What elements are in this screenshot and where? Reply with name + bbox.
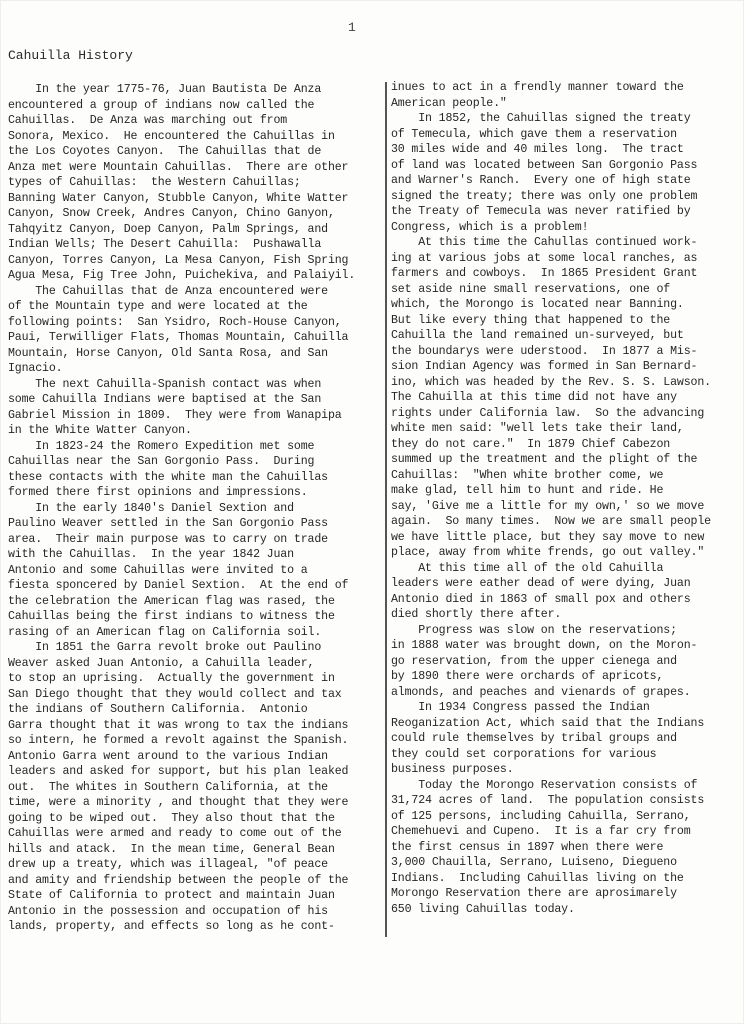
- text-line: with the Cahuillas. In the year 1842 Juan: [8, 548, 294, 561]
- text-line: farmers and cowboys. In 1865 President Grant: [391, 267, 698, 280]
- text-line: and Warner's Ranch. Every one of high state: [391, 174, 691, 187]
- text-line: go reservation, from the upper cienega and: [391, 654, 677, 668]
- text-line: and amity and friendship between the people of the: [8, 873, 349, 887]
- text-line: Chemehuevi and Cupeno. It is a far cry from: [391, 825, 691, 838]
- text-line: make glad, tell him to hunt and ride. He: [391, 484, 664, 497]
- text-line: area. Their main purpose was to carry on trade: [8, 532, 328, 546]
- text-line: going to be wiped out. They also thout that the: [8, 811, 335, 825]
- text-line: of land was located between San Gorgonio Pass: [391, 158, 698, 172]
- text-line: Ignacio.: [8, 362, 63, 375]
- text-line: In the year 1775-76, Juan Bautista De Anza: [8, 83, 322, 96]
- text-line: inues to act in a frendly manner toward the: [391, 81, 684, 94]
- text-line: In 1823-24 the Romero Expedition met some: [8, 439, 315, 453]
- text-line: State of California to protect and maintain Juan: [8, 889, 335, 902]
- text-line: white men said: "well lets take their land,: [391, 422, 684, 435]
- text-line: time, were a minority , and thought that they were: [8, 796, 349, 809]
- text-line: In 1934 Congress passed the Indian: [391, 701, 650, 714]
- text-line: the indians of Southern California. Antonio: [8, 703, 308, 716]
- text-line: Indian Wells; The Desert Cahuilla: Pushawalla: [8, 238, 322, 251]
- text-line: died shortly there after.: [391, 608, 562, 621]
- text-line: Weaver asked Juan Antonio, a Cahuilla leader,: [8, 656, 315, 670]
- text-line: of Temecula, which gave them a reservation: [391, 127, 677, 141]
- text-line: Sonora, Mexico. He encountered the Cahuillas in: [8, 129, 335, 143]
- text-line: types of Cahuillas: the Western Cahuillas;: [8, 176, 301, 189]
- text-line: The Cahuilla at this time did not have any: [391, 391, 677, 404]
- text-line: Garra thought that it was wrong to tax the indians: [8, 718, 349, 732]
- text-line: in 1888 water was brought down, on the Moron-: [391, 639, 698, 652]
- text-line: Congress, which is a problem!: [391, 220, 589, 234]
- text-line: At this time the Cahullas continued work-: [391, 236, 698, 249]
- text-line: Antonio in the possession and occupation of his: [8, 904, 328, 918]
- text-line: the celebration the American flag was rased, the: [8, 594, 335, 608]
- text-line: rights under California law. So the advancing: [391, 406, 705, 420]
- text-line: in the White Watter Canyon.: [8, 424, 192, 437]
- text-line: of the Mountain type and were located at the: [8, 300, 308, 313]
- text-line: signed the treaty; there was only one problem: [391, 189, 698, 203]
- text-line: Antonio and some Cahuillas were invited to a: [8, 563, 308, 577]
- text-line: Mountain, Horse Canyon, Old Santa Rosa, and San: [8, 346, 328, 360]
- text-line: 3,000 Chauilla, Serrano, Luiseno, Diegueno: [391, 856, 677, 869]
- text-line: ing at various jobs at some local ranches, as: [391, 251, 698, 265]
- text-line: encountered a group of indians now called the: [8, 98, 315, 112]
- text-line: Paui, Terwilliger Flats, Thomas Mountain, Cahuilla: [8, 331, 349, 344]
- text-line: Cahuillas. De Anza was marching out from: [8, 114, 288, 127]
- text-line: the boundarys were uderstood. In 1877 a Mis-: [391, 344, 698, 358]
- text-line: they do not care." In 1879 Chief Cabezon: [391, 437, 671, 451]
- text-line: In 1851 the Garra revolt broke out Paulino: [8, 641, 322, 654]
- text-line: Antonio Garra went around to the various Indian: [8, 749, 328, 763]
- text-line: the Los Coyotes Canyon. The Cahuillas that de: [8, 145, 322, 158]
- text-line: The next Cahuilla-Spanish contact was when: [8, 377, 322, 391]
- text-line: out. The whites in Southern California, at the: [8, 780, 328, 794]
- text-line: leaders and asked for support, but his plan leaked: [8, 765, 349, 778]
- text-line: some Cahuilla Indians were baptised at the San: [8, 393, 322, 406]
- text-line: say, 'Give me a little for my own,' so we move: [391, 499, 705, 513]
- text-line: summed up the treatment and the plight of the: [391, 453, 698, 466]
- text-line: Progress was slow on the reservations;: [391, 623, 677, 637]
- text-line: 30 miles wide and 40 miles long. The tract: [391, 143, 684, 156]
- text-line: Tahqyitz Canyon, Doep Canyon, Palm Springs, and: [8, 222, 328, 236]
- text-line: almonds, and peaches and vienards of grapes.: [391, 685, 691, 699]
- text-line: Cahuillas: "When white brother come, we: [391, 468, 664, 482]
- text-line: Canyon, Torres Canyon, La Mesa Canyon, Fish Spring: [8, 253, 349, 267]
- text-line: In 1852, the Cahuillas signed the treaty: [391, 112, 691, 125]
- text-line: Cahuillas near the San Gorgonio Pass. During: [8, 455, 315, 468]
- text-line: which, the Morongo is located near Banning.: [391, 298, 684, 311]
- text-line: set aside nine small reservations, one of: [391, 282, 671, 296]
- text-line: could rule themselves by tribal groups and: [391, 732, 677, 745]
- text-line: Anza met were Mountain Cahuillas. There are other: [8, 160, 349, 174]
- text-line: But like every thing that happened to the: [391, 313, 671, 327]
- text-line: Today the Morongo Reservation consists of: [391, 778, 698, 792]
- text-line: these contacts with the white man the Cahuillas: [8, 470, 328, 484]
- right-text-column: [391, 80, 736, 917]
- text-line: At this time all of the old Cahuilla: [391, 561, 664, 575]
- document-title: Cahuilla History: [8, 48, 133, 63]
- text-line: Banning Water Canyon, Stubble Canyon, White Watter: [8, 191, 349, 205]
- text-line: business purposes.: [391, 763, 514, 776]
- text-line: to stop an uprising. Actually the government in: [8, 672, 335, 685]
- text-line: Agua Mesa, Fig Tree John, Puichekiva, and Palaiyil.: [8, 269, 356, 282]
- text-line: lands, property, and effects so long as he cont-: [8, 920, 335, 933]
- text-line: the Treaty of Temecula was never ratified by: [391, 205, 691, 218]
- left-text-column: [8, 82, 380, 935]
- text-line: place, away from white frends, go out valley.": [391, 546, 705, 559]
- text-line: Gabriel Mission in 1809. They were from Wanapipa: [8, 408, 342, 422]
- text-line: drew up a treaty, which was illageal, "of peace: [8, 858, 328, 871]
- text-line: American people.": [391, 96, 507, 110]
- text-line: Antonio died in 1863 of small pox and others: [391, 592, 691, 606]
- text-line: Reoganization Act, which said that the Indians: [391, 716, 705, 730]
- text-line: of 125 persons, including Cahuilla, Serrano,: [391, 809, 691, 823]
- text-line: so intern, he formed a revolt against the Spanish.: [8, 734, 349, 747]
- text-line: Cahuillas being the first indians to witness the: [8, 610, 335, 623]
- text-line: leaders were eather dead of were dying, Juan: [391, 577, 691, 590]
- text-line: we have little place, but they say move to new: [391, 530, 705, 544]
- text-line: by 1890 there were orchards of apricots,: [391, 670, 664, 683]
- text-line: fiesta sponcered by Daniel Sextion. At the end of: [8, 579, 349, 592]
- text-line: The Cahuillas that de Anza encountered were: [8, 284, 328, 298]
- text-line: San Diego thought that they would collect and tax: [8, 687, 342, 701]
- text-line: Morongo Reservation there are aprosimarely: [391, 887, 677, 900]
- page-number: 1: [348, 20, 356, 35]
- text-line: Canyon, Snow Creek, Andres Canyon, Chino Ganyon,: [8, 207, 335, 220]
- text-line: they could set corporations for various: [391, 747, 657, 761]
- text-line: In the early 1840's Daniel Sextion and: [8, 501, 294, 515]
- column-divider: [385, 82, 387, 937]
- text-line: 650 living Cahuillas today.: [391, 902, 575, 916]
- text-line: Cahuillas were armed and ready to come out of the: [8, 827, 342, 840]
- text-line: 31,724 acres of land. The population consists: [391, 794, 705, 807]
- text-line: following points: San Ysidro, Roch-House Canyon,: [8, 315, 342, 329]
- text-line: ino, which was headed by the Rev. S. S. Lawson.: [391, 375, 711, 389]
- text-line: again. So many times. Now we are small people: [391, 515, 711, 528]
- text-line: sion Indian Agency was formed in San Bernard-: [391, 360, 698, 373]
- text-line: Paulino Weaver settled in the San Gorgonio Pass: [8, 517, 328, 530]
- text-line: formed there first opinions and impressions.: [8, 486, 308, 499]
- text-line: rasing of an American flag on California soil.: [8, 625, 322, 639]
- text-line: the first census in 1897 when there were: [391, 840, 664, 854]
- text-line: Cahuilla the land remained un-surveyed, but: [391, 329, 684, 342]
- text-line: hills and atack. In the mean time, General Bean: [8, 842, 335, 856]
- text-line: Indians. Including Cahuillas living on the: [391, 871, 684, 885]
